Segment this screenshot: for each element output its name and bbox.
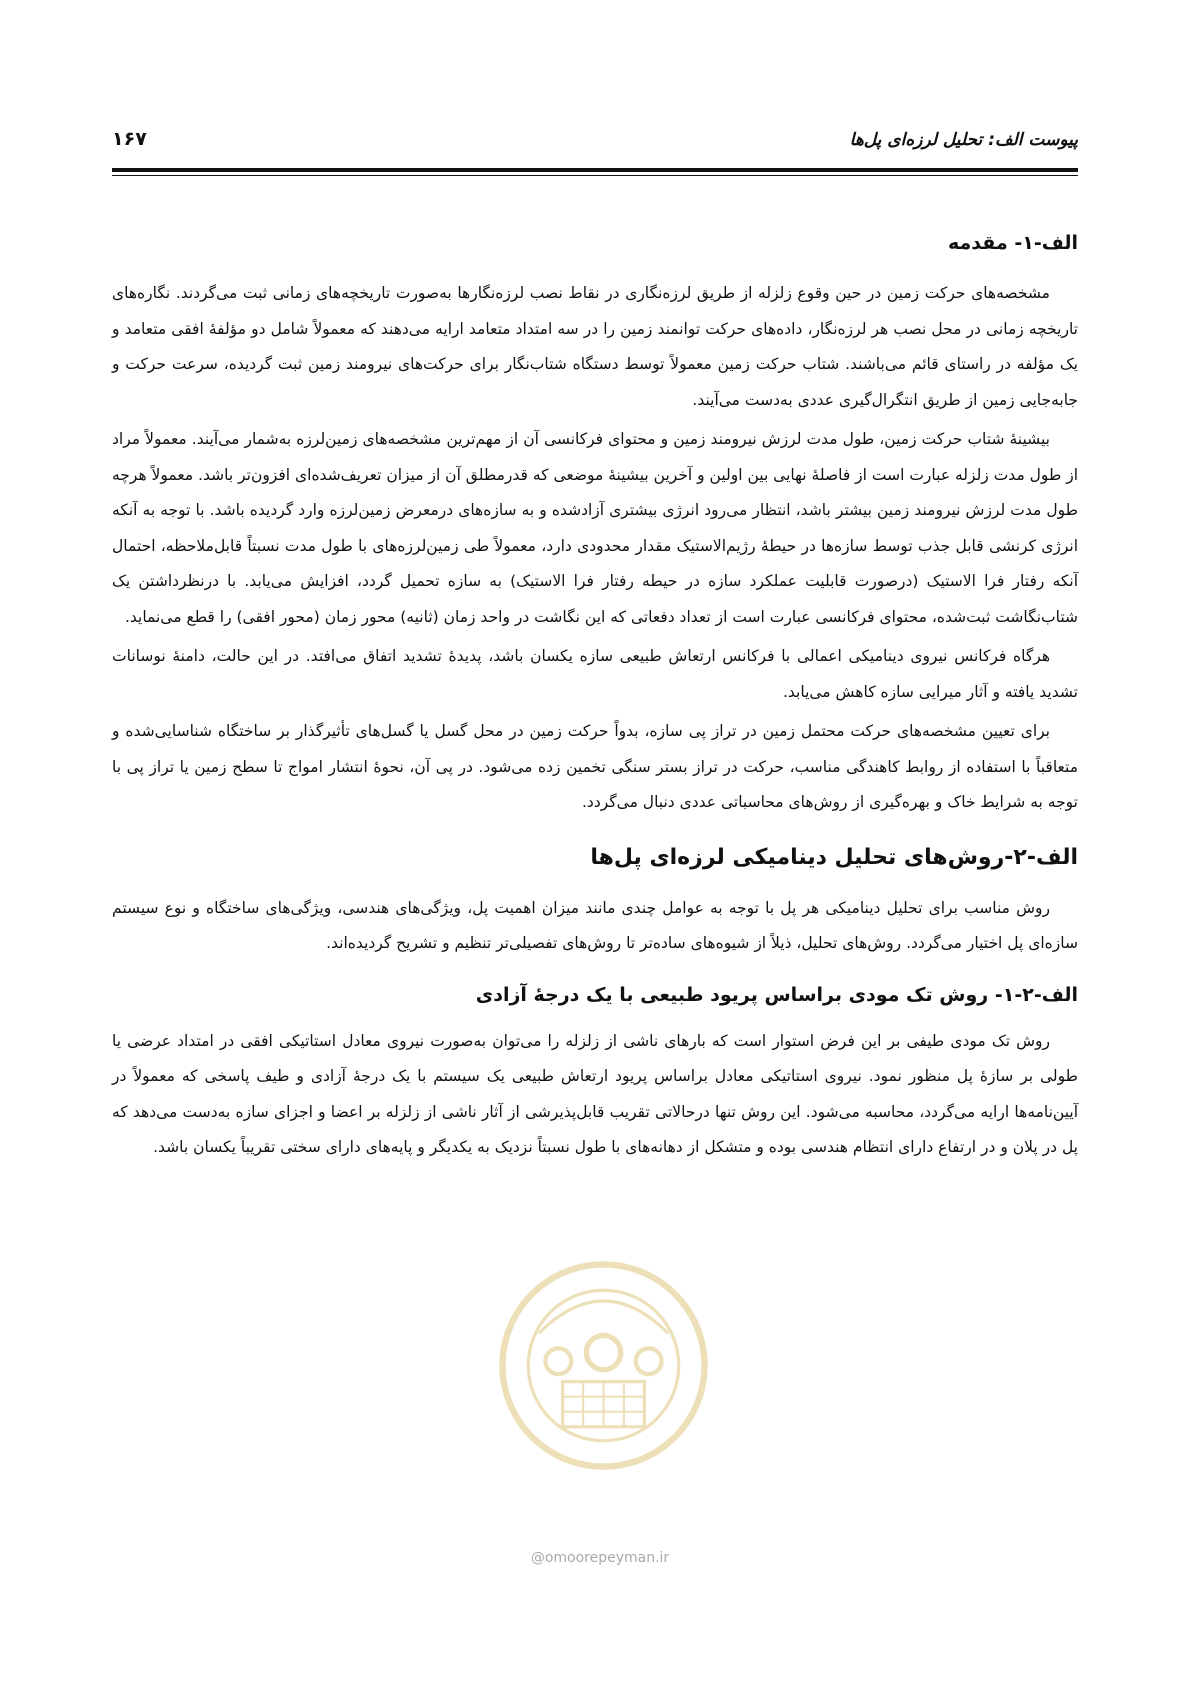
header-rule-thin <box>112 175 1078 176</box>
page-body <box>112 228 1078 1170</box>
section-heading-intro: الف-۱- مقدمه <box>948 232 1078 254</box>
subsection-heading-single-mode: الف-۲-۱- روش تک مودی براساس پریود طبیعی با یک درجهٔ آزادی <box>475 983 1078 1006</box>
watermark-url: @omoorepeyman.ir <box>530 1550 670 1566</box>
paragraph: روش مناسب برای تحلیل دینامیکی هر پل با توجه به عوامل چندی مانند میزان اهمیت پل، ویژگی‌های هندسی، ویژگی‌های ساختگاه و نوع سیستم سازه‌ای پل اختیار می‌گردد. روش‌های تحلیل، ذیلاً از شیوه‌های ساده‌تر تا روش‌های تفصیلی‌تر تنظیم و تشریح گردیده‌اند. <box>112 898 1078 952</box>
paragraph: بیشینهٔ شتاب حرکت زمین، طول مدت لرزش نیرومند زمین و محتوای فرکانسی آن از مهم‌ترین مشخصه‌های زمین‌لرزه به‌شمار می‌آیند. معمولاً مراد از طول مدت زلزله عبارت است از فاصلهٔ نهایی بین اولین و آخرین بیشینهٔ موضعی که قدرمطلق آن از میزان تعریف‌شده‌ای افزون‌تر باشد. معمولاً هرچه طول مدت لرزش نیرومند زمین بیشتر باشد، انتظار می‌رود انرژی بیشتری آزادشده و به سازه‌های درمعرض زمین‌لرزه وارد گردیده باشد. با توجه به آنکه انرژی کرنشی قابل جذب توسط سازه‌ها در حیطهٔ رژیم‌الاستیک مقدار محدودی دارد، معمولاً طی زمین‌لرزه‌های با طول مدت نسبتاً قابل‌ملاحظه، احتمال آنکه رفتار فرا الاستیک (درصورت قابلیت عملکرد سازه در حیطه رفتار فرا الاستیک) به سازه تحمیل گردد، افزایش می‌یابد. با درنظرداشتن یک شتاب‌نگاشت ثبت‌شده، محتوای فرکانسی عبارت است از تعداد دفعاتی که این نگاشت در واحد زمان (ثانیه) محور زمان (محور افقی) را قطع می‌نماید. <box>112 430 1078 626</box>
header-rule-thick <box>112 168 1078 172</box>
paragraph: هرگاه فرکانس نیروی دینامیکی اعمالی با فرکانس ارتعاش طبیعی سازه یکسان باشد، پدیدهٔ تشدید اتفاق می‌افتد. در این حالت، دامنهٔ نوسانات تشدید یافته و آثار میرایی سازه کاهش می‌یابد. <box>112 647 1078 701</box>
header-title: پیوست الف: تحلیل لرزه‌ای پل‌ها <box>849 130 1078 150</box>
running-header <box>112 126 1078 166</box>
paragraph: برای تعیین مشخصه‌های حرکت محتمل زمین در تراز پی سازه، بدواً حرکت زمین در محل گسل یا گسل‌های تأثیرگذار بر ساختگاه شناسایی‌شده و متعاقباً با استفاده از روابط کاهندگی مناسب، حرکت در تراز بستر سنگی تخمین زده می‌شود. در پی آن، نحوهٔ انتشار امواج تا سطح زمین یا تراز پی با توجه به شرایط خاک و بهره‌گیری از روش‌های محاسباتی عددی دنبال می‌گردد. <box>112 722 1078 811</box>
section-heading-methods: الف-۲-روش‌های تحلیل دینامیکی لرزه‌ای پل‌ها <box>590 844 1078 870</box>
page-number: ۱۶۷ <box>112 128 147 150</box>
watermark-seal-icon <box>496 1258 711 1473</box>
paragraph: روش تک مودی طیفی بر این فرض استوار است که بارهای ناشی از زلزله را می‌توان به‌صورت نیروی معادل استاتیکی افقی در امتداد عرضی یا طولی بر سازهٔ پل منظور نمود. نیروی استاتیکی معادل براساس پریود ارتعاش طبیعی یک سیستم با یک درجهٔ آزادی و طیف پاسخی که معمولاً در آیین‌نامه‌ها ارایه می‌گردد، محاسبه می‌شود. این روش تنها درحالاتی تقریب قابل‌پذیرشی از آثار ناشی از زلزله بر اعضا و اجزای سازه به‌دست می‌دهد که پل در پلان و در ارتفاع دارای انتظام هندسی بوده و متشکل از دهانه‌های با طول نسبتاً نزدیک به یکدیگر و پایه‌های دارای سختی تقریباً یکسان باشد. <box>112 1031 1078 1156</box>
paragraph: مشخصه‌های حرکت زمین در حین وقوع زلزله از طریق لرزه‌نگاری در نقاط نصب لرزه‌نگارها به‌صورت تاریخچه‌های زمانی ثبت می‌گردند. نگاره‌های تاریخچه زمانی در محل نصب هر لرزه‌نگار، داده‌های حرکت توانمند زمین را در سه امتداد متعامد ارایه می‌دهند که معمولاً شامل دو مؤلفهٔ افقی متعامد و یک مؤلفه در راستای قائم می‌باشند. شتاب حرکت زمین معمولاً توسط دستگاه شتاب‌نگار برای حرکت‌های نیرومند زمین ثبت گردیده، سرعت حرکت و جابه‌جایی زمین از طریق انتگرال‌گیری عددی به‌دست می‌آیند. <box>112 284 1078 409</box>
